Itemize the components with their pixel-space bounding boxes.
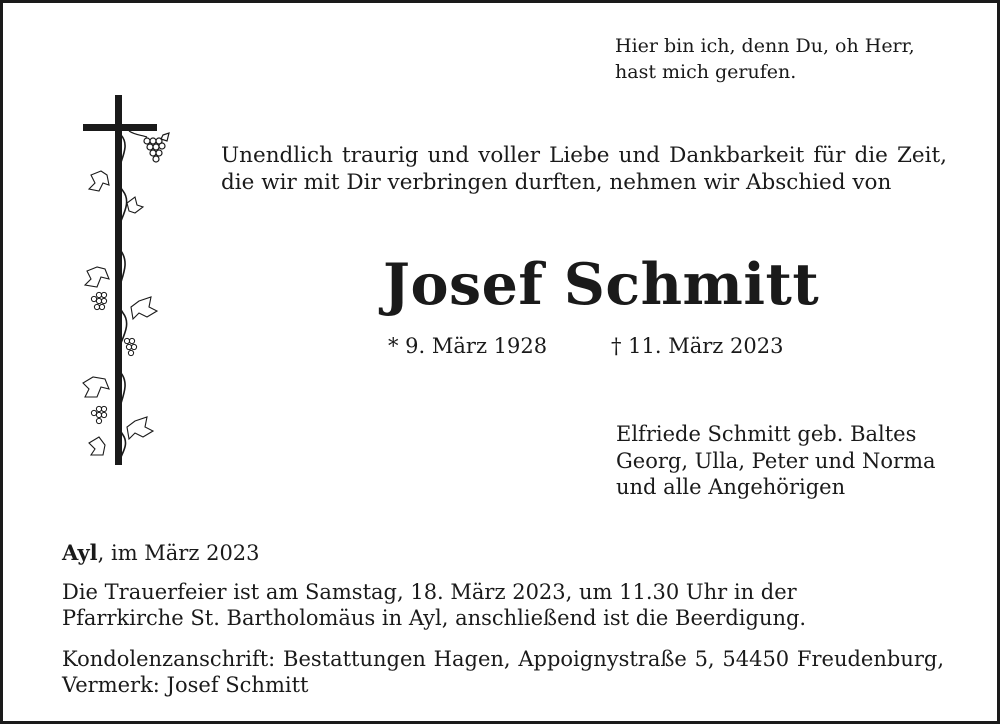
mourner-line-1: Elfriede Schmitt geb. Baltes [616,422,917,446]
intro-line-2: die wir mit Dir verbringen durften, nehmen wir Abschied von [221,170,892,195]
condolence-address [62,646,944,698]
place-and-date [62,539,260,567]
deceased-name: Josef Schmitt [383,251,820,318]
ceremony-info [62,579,806,631]
bible-verse [615,33,915,85]
verse-line-1: Hier bin ich, denn Du, oh Herr, [615,35,915,57]
death-date: † 11. März 2023 [611,334,784,358]
ceremony-line-2: Pfarrkirche St. Bartholomäus in Ayl, anschließend ist die Beerdigung. [62,606,807,630]
cross-with-grapevine-icon [77,91,173,469]
intro-line-1: Unendlich traurig und voller Liebe und Dankbarkeit für die Zeit, [221,143,947,168]
condolence-line-1: Kondolenzanschrift: Bestattungen Hagen, Appoignystraße 5, 54450 Freudenburg, [62,647,944,671]
mourners-list [616,421,936,501]
ceremony-line-1: Die Trauerfeier ist am Samstag, 18. März 2023, um 11.30 Uhr in der [62,580,797,604]
place-date: , im März 2023 [97,541,260,565]
intro-text [221,142,947,196]
verse-line-2: hast mich gerufen. [615,61,797,83]
mourner-line-2: Georg, Ulla, Peter und Norma [616,448,936,473]
mourner-line-3: und alle Angehörigen [616,475,846,499]
condolence-line-2: Vermerk: Josef Schmitt [62,673,309,697]
birth-date: * 9. März 1928 [388,334,548,358]
place-town: Ayl [62,540,98,565]
